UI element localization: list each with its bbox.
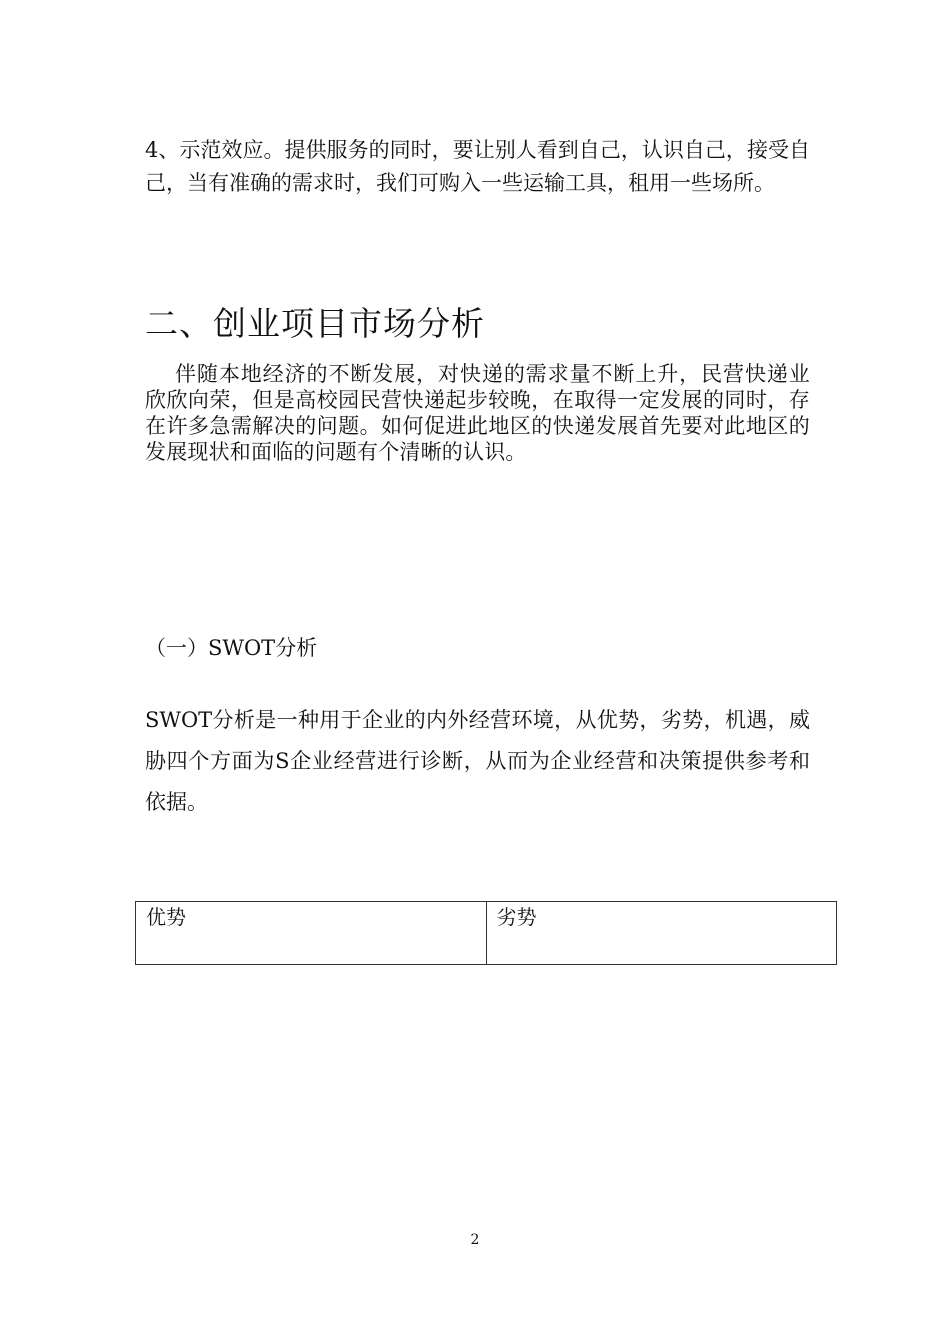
page-number: 2 (470, 1232, 480, 1248)
swot-description-paragraph: SWOT分析是一种用于企业的内外经营环境，从优势，劣势，机遇，威胁四个方面为S企业经营进行诊断，从而为企业经营和决策提供参考和依据。 (145, 708, 810, 814)
table-row (136, 902, 837, 965)
swot-table (135, 901, 837, 965)
section-heading-market-analysis: 二、创业项目市场分析 (145, 304, 485, 343)
market-intro-paragraph: 伴随本地经济的不断发展，对快递的需求量不断上升，民营快递业欣欣向荣，但是高校园民营快递起步较晚，在取得一定发展的同时，存在许多急需解决的问题。如何促进此地区的快递发展首先要对此地区的发展现状和面临的问题有个清晰的认识。 (145, 362, 810, 464)
subsection-heading-swot: （一）SWOT分析 (145, 636, 318, 660)
weaknesses-cell: 劣势 (486, 902, 837, 965)
strengths-cell: 优势 (136, 902, 487, 965)
demonstration-effect-paragraph: 4、示范效应。提供服务的同时，要让别人看到自己，认识自己，接受自己，当有准确的需求时，我们可购入一些运输工具，租用一些场所。 (145, 138, 810, 195)
